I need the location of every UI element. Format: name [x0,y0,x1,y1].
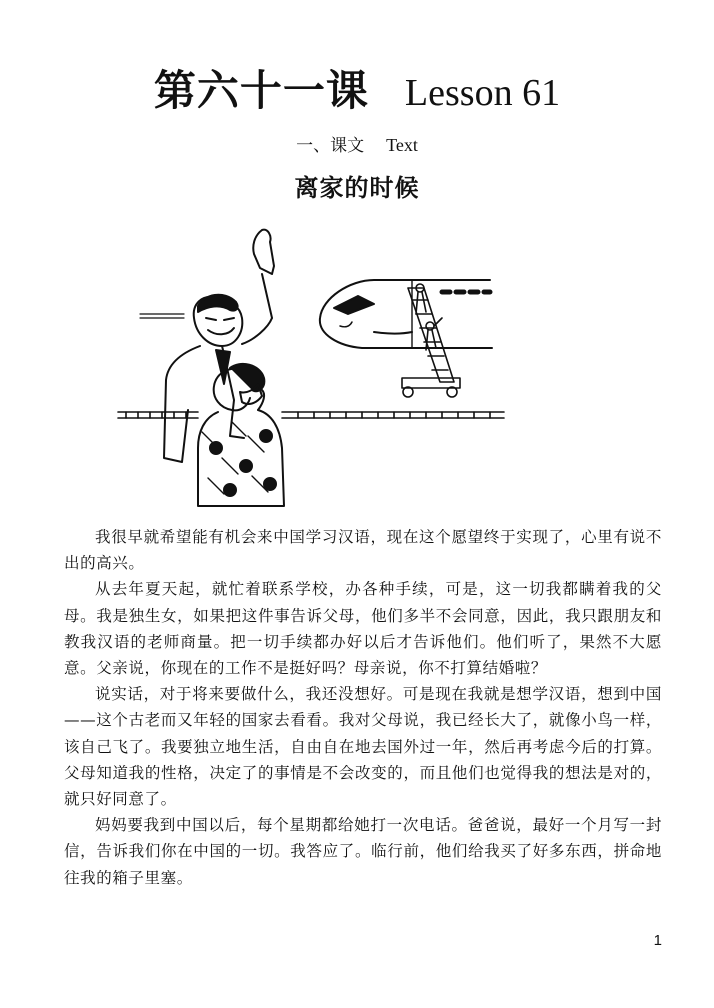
airport-farewell-illustration [112,222,512,512]
text-title: 离家的时候 [294,174,420,202]
section-heading [0,131,714,156]
boarding-stairs [402,284,460,397]
airplane [320,280,492,348]
section-heading-zh: 一、课文 [296,136,365,156]
paragraph: 说实话，对于将来要做什么，我还没想好。可是现在我就是想学汉语，想到中国——这个古老而又年轻的国家去看看。我对父母说，我已经长大了，就像小鸟一样，该自己飞了。我要独立地生活，自由自在地去国外过一年，然后再考虑今后的打算。父母知道我的性格，决定了的事情是不会改变的，而且他们也觉得我的想法是对的，就只好同意了。 [64,685,662,809]
lesson-title [0,58,714,118]
lesson-title-en: Lesson 61 [404,72,561,114]
page-number: 1 [653,932,662,949]
waving-man [164,230,274,462]
lesson-title-zh: 第六十一课 [153,66,369,115]
lesson-text [64,524,662,891]
crying-woman [198,364,284,506]
paragraph: 我很早就希望能有机会来中国学习汉语，现在这个愿望终于实现了，心里有说不出的高兴。 [64,528,662,573]
section-heading-en: Text [386,135,418,155]
paragraph: 妈妈要我到中国以后，每个星期都给她打一次电话。爸爸说，最好一个月写一封信，告诉我们你在中国的一切。我答应了。临行前，他们给我买了好多东西，拼命地往我的箱子里塞。 [64,816,662,887]
runway-line [118,314,504,418]
paragraph: 从去年夏天起，就忙着联系学校，办各种手续，可是，这一切我都瞒着我的父母。我是独生女，如果把这件事告诉父母，他们多半不会同意，因此，我只跟朋友和教我汉语的老师商量。把一切手续都办好以后才告诉他们。他们听了，果然不大愿意。父亲说，你现在的工作不是挺好吗？母亲说，你不打算结婚啦？ [64,580,662,678]
